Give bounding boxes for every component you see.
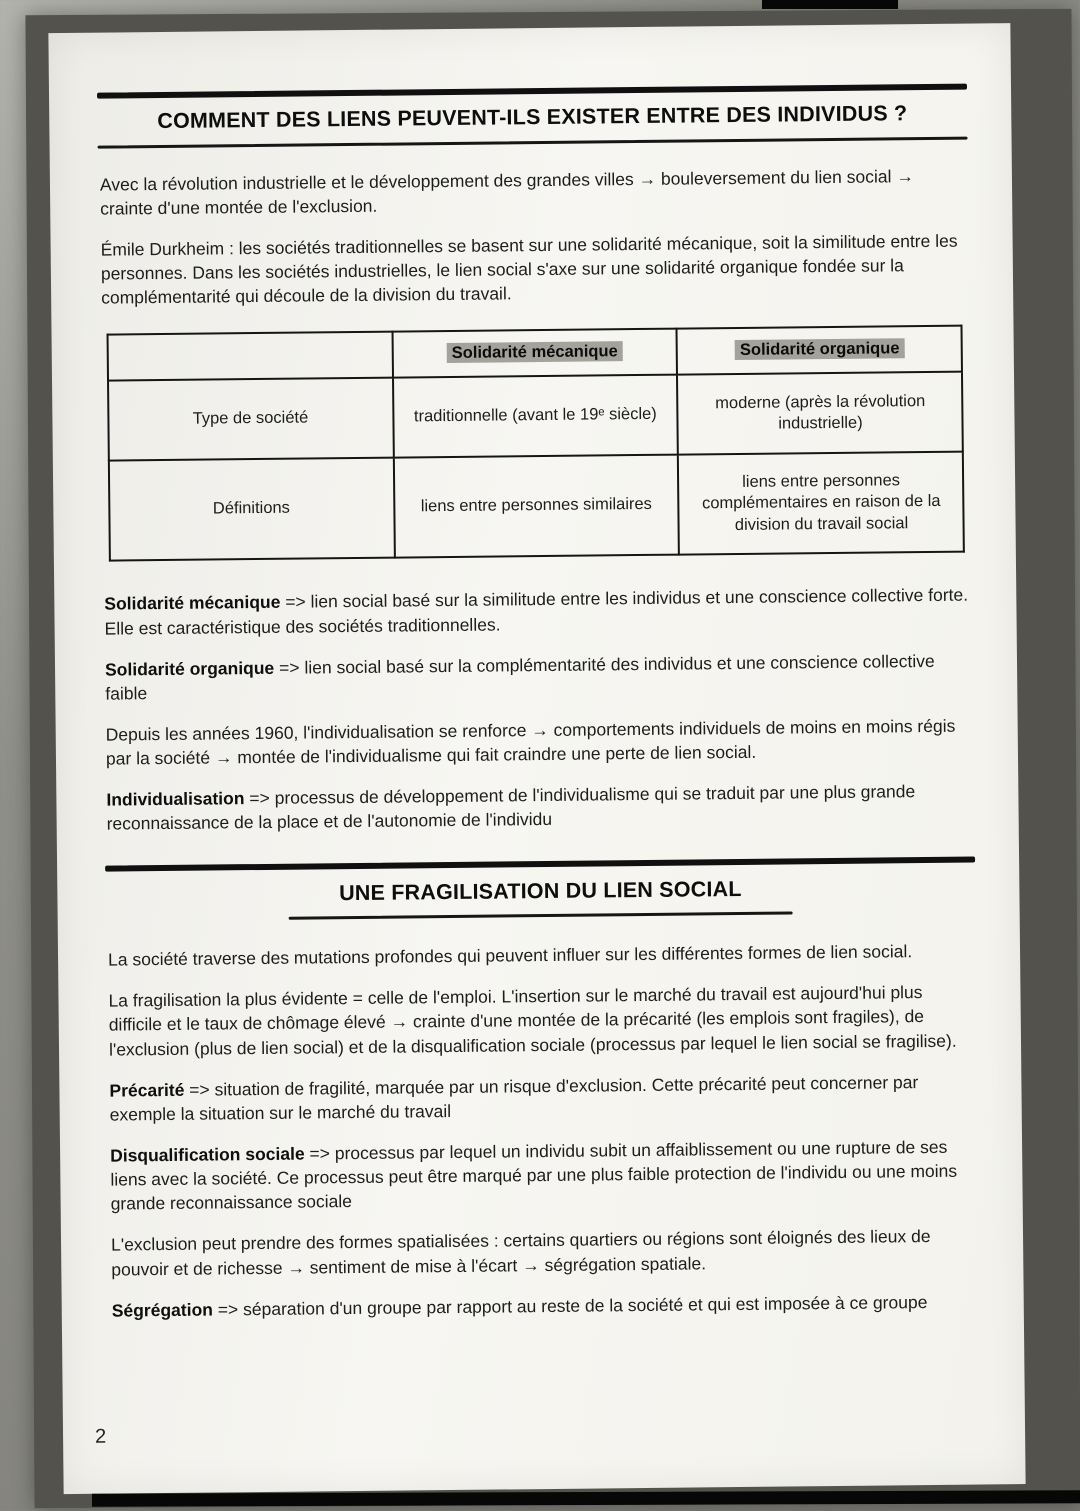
section2-underline-divider <box>288 912 793 920</box>
section2-title: UNE FRAGILISATION DU LIEN SOCIAL <box>338 877 742 906</box>
title-underline-divider <box>98 136 968 148</box>
table-row <box>108 452 964 561</box>
definition-precarite <box>109 1069 975 1126</box>
section2-top-divider <box>105 857 975 872</box>
definition-text: => processus par lequel un individu subit un affaiblissement ou une rupture de ses liens avec la société. Ce processus peut être marqué par une plus faible protection de l'individu ou une moins grande reconnaissance sociale <box>110 1136 958 1214</box>
top-divider <box>97 84 967 99</box>
term-bold: Solidarité organique <box>104 657 275 680</box>
term-bold: Individualisation <box>106 788 245 810</box>
solidarity-comparison-table <box>106 325 965 562</box>
table-header-mecanique <box>392 329 677 378</box>
individualisation-paragraph: Depuis les années 1960, l'individualisation se renforce → comportements individuels de moins en moins régis par la société → montée de l'individualisme qui fait craindre une perte de lien social. <box>105 715 956 769</box>
page-content <box>48 23 1025 1494</box>
highlighted-header: Solidarité mécanique <box>447 342 623 364</box>
definition-text: => lien social basé sur la similitude entre les individus et une conscience collective forte. Elle est caractéristique des sociétés traditionnelles. <box>104 584 969 639</box>
definition-individualisation <box>106 779 972 836</box>
definition-text: => processus de développement de l'individualisme qui se traduit par une plus grande reconnaissance de la place et de l'autonomie de l'individu <box>106 781 916 834</box>
definition-solidarite-organique <box>105 648 971 705</box>
definition-solidarite-mecanique <box>104 583 970 640</box>
highlighted-header: Solidarité organique <box>735 339 905 361</box>
definition-segregation <box>112 1289 978 1322</box>
section1-header <box>97 84 968 149</box>
term-bold: Disqualification sociale <box>110 1143 305 1166</box>
cell-def-organique: liens entre personnes complémentaires en raison de la division du travail social <box>678 452 964 555</box>
term-bold: Solidarité mécanique <box>104 592 281 614</box>
mutations-paragraph: La société traverse des mutations profondes qui peuvent influer sur les différentes formes de lien social. <box>107 941 913 970</box>
cell-def-mecanique: liens entre personnes similaires <box>393 455 679 558</box>
page-number: 2 <box>94 1426 107 1449</box>
exclusion-spatiale-paragraph: L'exclusion peut prendre des formes spatialisées : certains quartiers ou régions sont éloignés des lieux de pouvoir et de richesse → sentiment de mise à l'écart → ségrégation spatiale. <box>110 1226 931 1280</box>
cell-type-mecanique: traditionnelle (avant le 19ᵉ siècle) <box>393 375 679 458</box>
definition-disqualification-sociale <box>110 1135 977 1216</box>
table-corner-cell <box>107 332 392 381</box>
scan-dark-mat <box>25 9 1080 1508</box>
definition-text: => situation de fragilité, marquée par un risque d'exclusion. Cette précarité peut concerner par exemple la situation sur le marché du travail <box>109 1071 919 1125</box>
scan-artifact-bottom-bar <box>92 1490 1080 1506</box>
row-label-type-societe: Type de société <box>108 378 394 461</box>
cell-type-organique: moderne (après la révolution industrielle) <box>677 372 963 455</box>
section2-header <box>105 857 976 922</box>
table-header-organique <box>677 326 962 375</box>
definition-text: => séparation d'un groupe par rapport au reste de la société et qui est imposée à ce groupe <box>217 1291 928 1320</box>
durkheim-paragraph: Émile Durkheim : les sociétés traditionnelles se basent sur une solidarité mécanique, soit la similitude entre les personnes. Dans les sociétés industrielles, le lien social s'axe sur une solidarité organique fondée sur la complémentarité qui découle de la division du travail. <box>100 230 958 308</box>
intro-paragraph: Avec la révolution industrielle et le développement des grandes villes → bouleversement du lien social → crainte d'une montée de l'exclusion. <box>99 165 914 219</box>
document-page <box>48 23 1025 1494</box>
scan-artifact-top-bar <box>762 0 898 9</box>
table-row <box>108 372 964 461</box>
term-bold: Précarité <box>109 1079 185 1101</box>
section1-title: COMMENT DES LIENS PEUVENT-ILS EXISTER ENTRE DES INDIVIDUS ? <box>157 101 908 134</box>
definition-text: => lien social basé sur la complémentarité des individus et une conscience collective faible <box>105 650 935 704</box>
term-bold: Ségrégation <box>111 1299 213 1321</box>
fragilisation-emploi-paragraph: La fragilisation la plus évidente = celle de l'emploi. L'insertion sur le marché du travail est aujourd'hui plus difficile et le taux de chômage élevé → crainte d'une montée de la précarité (les emplois sont fragiles), de l'exclusion (plus de lien social) et de la disqualification sociale (processus par lequel le lien social se fragilise). <box>108 982 957 1060</box>
row-label-definitions: Définitions <box>108 458 394 561</box>
